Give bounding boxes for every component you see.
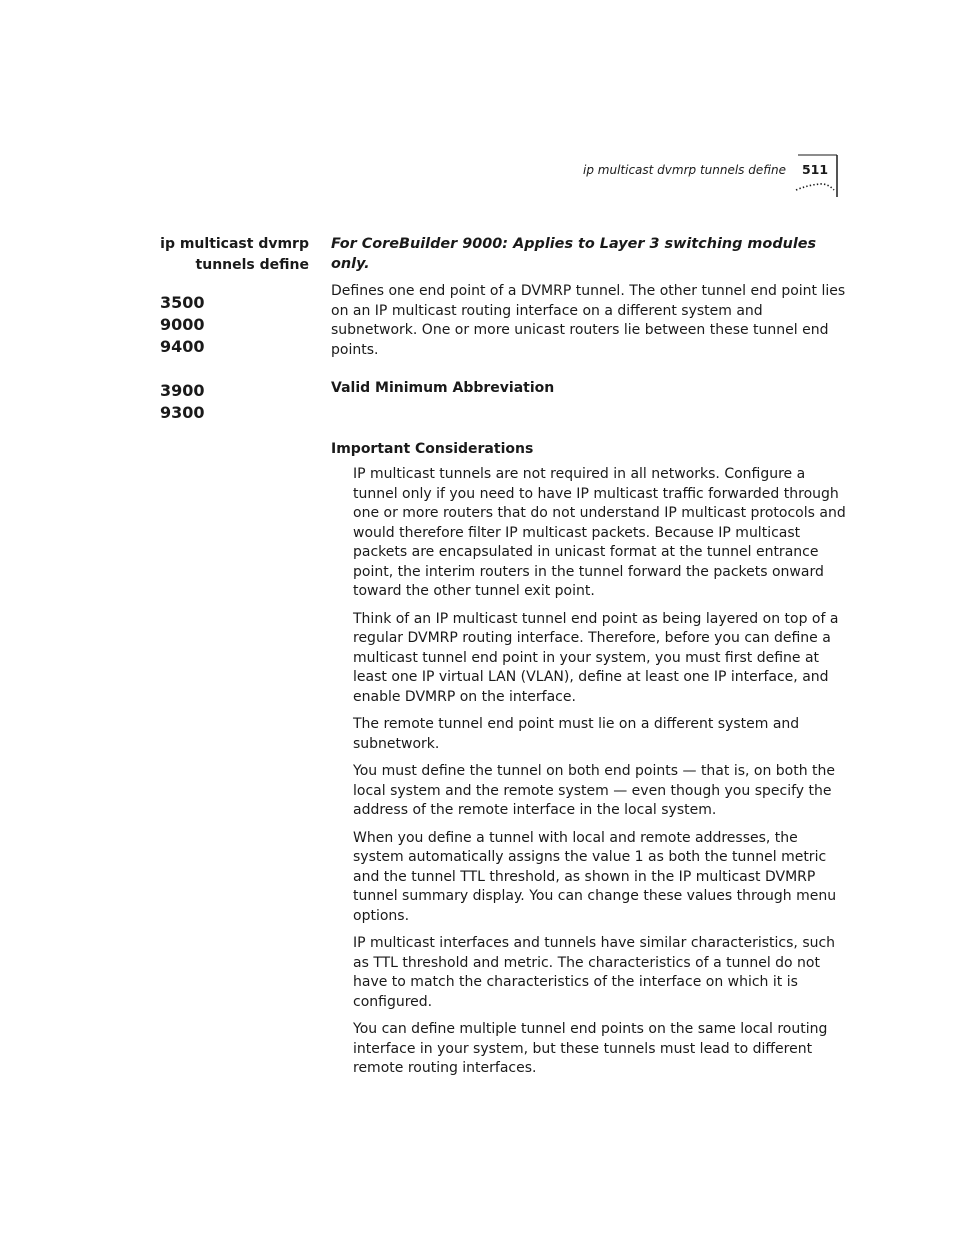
- page-number: 511: [801, 162, 829, 177]
- considerations-heading: Important Considerations: [331, 441, 534, 457]
- applies-note: For CoreBuilder 9000: Applies to Layer 3 switching modules only.: [331, 236, 817, 272]
- command-title: [120, 234, 309, 276]
- model-number: 3900: [160, 381, 205, 400]
- consideration-paragraph: The remote tunnel end point must lie on a different system and subnetwork.: [353, 716, 800, 752]
- command-title-line1: ip multicast dvmrp: [160, 236, 309, 252]
- model-number: 3500: [160, 293, 205, 312]
- model-number: 9400: [160, 337, 205, 356]
- consideration-paragraph: IP multicast tunnels are not required in all networks. Configure a tunnel only if you need to have IP multicast traffic forwarded through one or more routers that do not understand IP multicast protocols and would therefore filter IP multicast packets. Because IP multicast packets are encapsulated in unicast format at the tunnel entrance point, the interim routers in the tunnel forward the packets onward toward the other tunnel exit point.: [353, 466, 846, 599]
- intro-paragraph: Defines one end point of a DVMRP tunnel. The other tunnel end point lies on an IP multicast routing interface on a different system and subnetwork. One or more unicast routers lie between these tunnel end points.: [331, 283, 846, 358]
- consideration-paragraph: You can define multiple tunnel end points on the same local routing interface in your system, but these tunnels must lead to different remote routing interfaces.: [353, 1021, 828, 1076]
- consideration-paragraph: You must define the tunnel on both end points — that is, on both the local system and the remote system — even though you specify the address of the remote interface in the local system.: [353, 763, 836, 818]
- abbreviation-heading: Valid Minimum Abbreviation: [331, 380, 555, 396]
- command-title-line2: tunnels define: [195, 257, 309, 273]
- running-header: ip multicast dvmrp tunnels define: [583, 163, 786, 177]
- consideration-paragraph: When you define a tunnel with local and remote addresses, the system automatically assigns the value 1 as both the tunnel metric and the tunnel TTL threshold, as shown in the IP multicast DVMRP tunnel summary display. You can change these values through menu options.: [353, 829, 837, 924]
- model-list: [160, 292, 205, 424]
- model-number: 9000: [160, 315, 205, 334]
- model-number: 9300: [160, 403, 205, 422]
- considerations-list: [353, 465, 847, 1079]
- consideration-paragraph: IP multicast interfaces and tunnels have similar characteristics, such as TTL threshold and metric. The characteristics of a tunnel do not have to match the characteristics of the interface on which it is configured.: [353, 935, 836, 1010]
- consideration-paragraph: Think of an IP multicast tunnel end point as being layered on top of a regular DVMRP routing interface. Therefore, before you can define a multicast tunnel end point in your system, you must first define at least one IP virtual LAN (VLAN), define at least one IP interface, and enable DVMRP on the interface.: [353, 610, 839, 705]
- model-group-spacer: [160, 358, 205, 380]
- main-content: [331, 234, 847, 1087]
